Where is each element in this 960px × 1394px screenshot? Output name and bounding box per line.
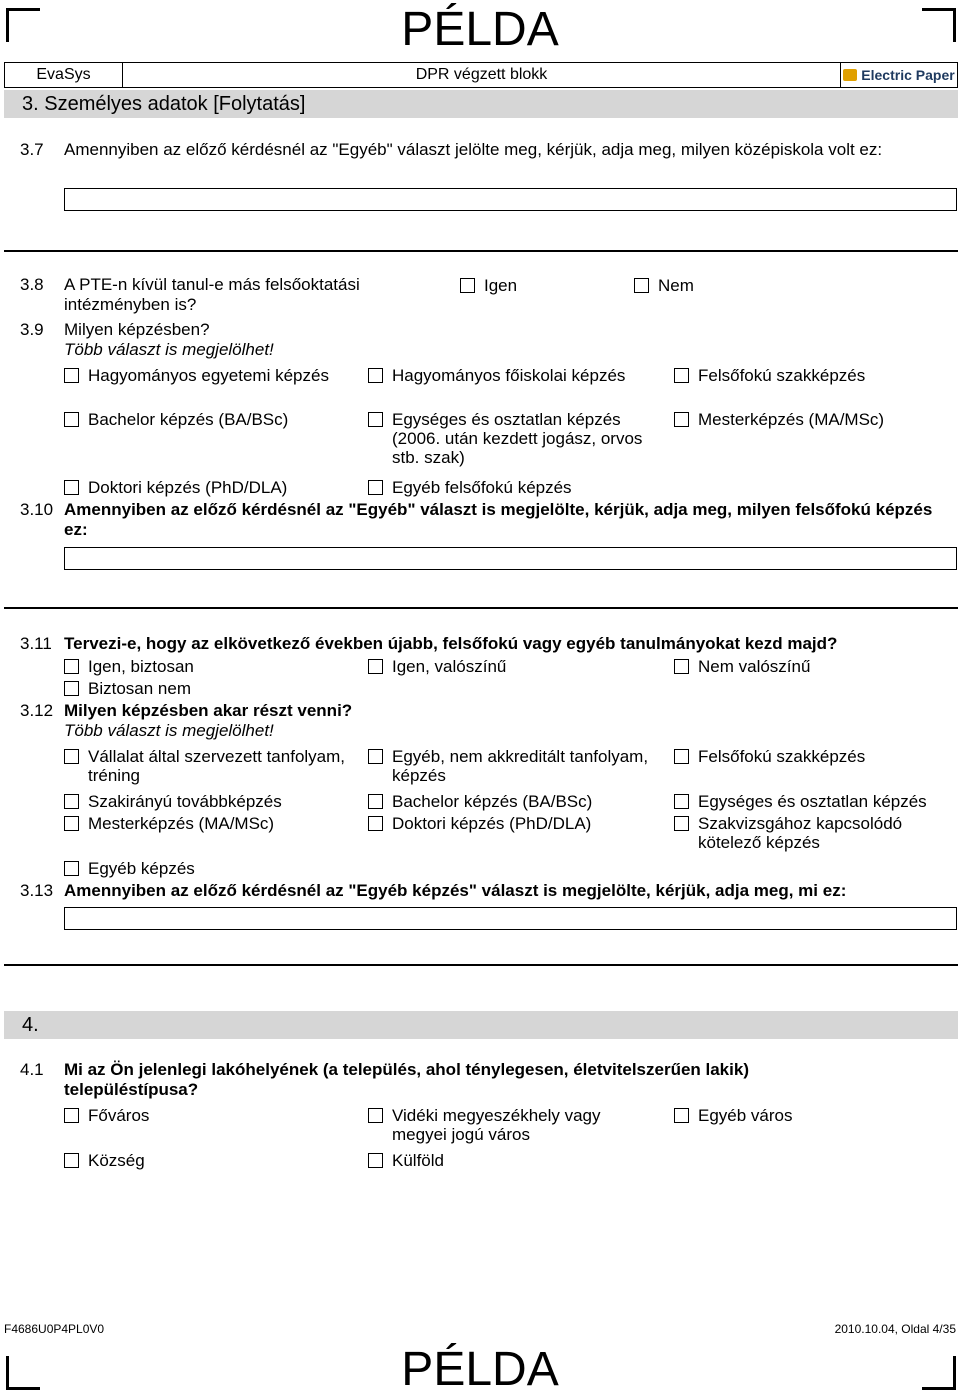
header-logo: Electric Paper [841,63,957,87]
q3-8-option-igen[interactable]: Igen [460,276,620,295]
q3-9-option-6[interactable]: Mesterképzés (MA/MSc) [674,410,954,429]
q3-12-option-7[interactable]: Mesterképzés (MA/MSc) [64,814,354,833]
q3-12-option-1[interactable]: Vállalat által szervezett tanfolyam, tréning [64,747,354,785]
section-3-title: 3. Személyes adatok [Folytatás] [4,90,958,118]
q3-11-option-2[interactable]: Igen, valószínű [368,657,658,676]
q3-12-option-4[interactable]: Szakirányú továbbképzés [64,792,354,811]
checkbox[interactable] [368,749,383,764]
divider [4,964,958,966]
checkbox[interactable] [64,749,79,764]
footer-page-info: 2010.10.04, Oldal 4/35 [834,1322,956,1336]
q4-1-option-5[interactable]: Külföld [368,1151,658,1170]
checkbox[interactable] [64,480,79,495]
checkbox[interactable] [64,368,79,383]
checkbox[interactable] [64,659,79,674]
q3-11-option-1[interactable]: Igen, biztosan [64,657,354,676]
q3-12-hint: Több választ is megjelölhet! [64,721,274,740]
checkbox[interactable] [64,816,79,831]
q3-9-option-5[interactable]: Egységes és osztatlan képzés (2006. után kezdett jogász, orvos stb. szak) [368,410,658,467]
checkbox[interactable] [674,749,689,764]
checkbox[interactable] [368,659,383,674]
q3-12-option-6[interactable]: Egységes és osztatlan képzés [674,792,958,811]
checkbox[interactable] [674,368,689,383]
checkbox[interactable] [368,1108,383,1123]
checkbox[interactable] [64,1153,79,1168]
q3-12-option-8[interactable]: Doktori képzés (PhD/DLA) [368,814,658,833]
checkbox[interactable] [368,412,383,427]
checkbox[interactable] [64,861,79,876]
footer-form-code: F4686U0P4PL0V0 [4,1322,105,1336]
header-app-name: EvaSys [5,63,123,87]
checkbox[interactable] [64,412,79,427]
q4-1-option-4[interactable]: Község [64,1151,354,1170]
checkbox[interactable] [368,1153,383,1168]
q3-9-option-1[interactable]: Hagyományos egyetemi képzés [64,366,354,385]
checkbox[interactable] [460,278,475,293]
checkbox[interactable] [674,659,689,674]
q3-10-text-input[interactable] [64,547,957,570]
q4-1-option-3[interactable]: Egyéb város [674,1106,954,1125]
q3-7-text-input[interactable] [64,188,957,211]
q3-12-option-5[interactable]: Bachelor képzés (BA/BSc) [368,792,658,811]
checkbox[interactable] [368,480,383,495]
q4-1-option-1[interactable]: Főváros [64,1106,354,1125]
q3-12-option-10[interactable]: Egyéb képzés [64,859,354,878]
checkbox[interactable] [368,368,383,383]
checkbox[interactable] [674,412,689,427]
checkbox[interactable] [368,794,383,809]
q3-9-option-2[interactable]: Hagyományos főiskolai képzés [368,366,658,385]
q3-13-text-input[interactable] [64,907,957,930]
checkbox[interactable] [674,794,689,809]
q4-1-option-2[interactable]: Vidéki megyeszékhely vagy megyei jogú város [368,1106,658,1144]
q3-11-option-3[interactable]: Nem valószínű [674,657,954,676]
electric-paper-logo-icon [843,69,857,81]
checkbox[interactable] [368,816,383,831]
q3-9-option-8[interactable]: Egyéb felsőfokú képzés [368,478,658,497]
checkbox[interactable] [674,816,689,831]
q3-12-option-3[interactable]: Felsőfokú szakképzés [674,747,954,766]
divider [4,607,958,609]
checkbox[interactable] [674,1108,689,1123]
checkbox[interactable] [64,681,79,696]
section-4-title: 4. [4,1011,958,1039]
watermark-bottom: PÉLDA [401,1343,559,1394]
q3-12-option-2[interactable]: Egyéb, nem akkreditált tanfolyam, képzés [368,747,658,785]
q3-8-option-nem[interactable]: Nem [634,276,794,295]
q3-9-option-7[interactable]: Doktori képzés (PhD/DLA) [64,478,354,497]
form-header [4,62,958,88]
divider [4,250,958,252]
q3-9-option-3[interactable]: Felsőfokú szakképzés [674,366,954,385]
q3-12-option-9[interactable]: Szakvizsgához kapcsolódó kötelező képzés [674,814,954,852]
checkbox[interactable] [64,794,79,809]
header-block-title: DPR végzett blokk [123,63,841,87]
q3-9-hint: Több választ is megjelölhet! [64,340,274,359]
q3-9-option-4[interactable]: Bachelor képzés (BA/BSc) [64,410,354,429]
q3-11-option-4[interactable]: Biztosan nem [64,679,354,698]
checkbox[interactable] [64,1108,79,1123]
watermark-top: PÉLDA [401,3,559,56]
checkbox[interactable] [634,278,649,293]
